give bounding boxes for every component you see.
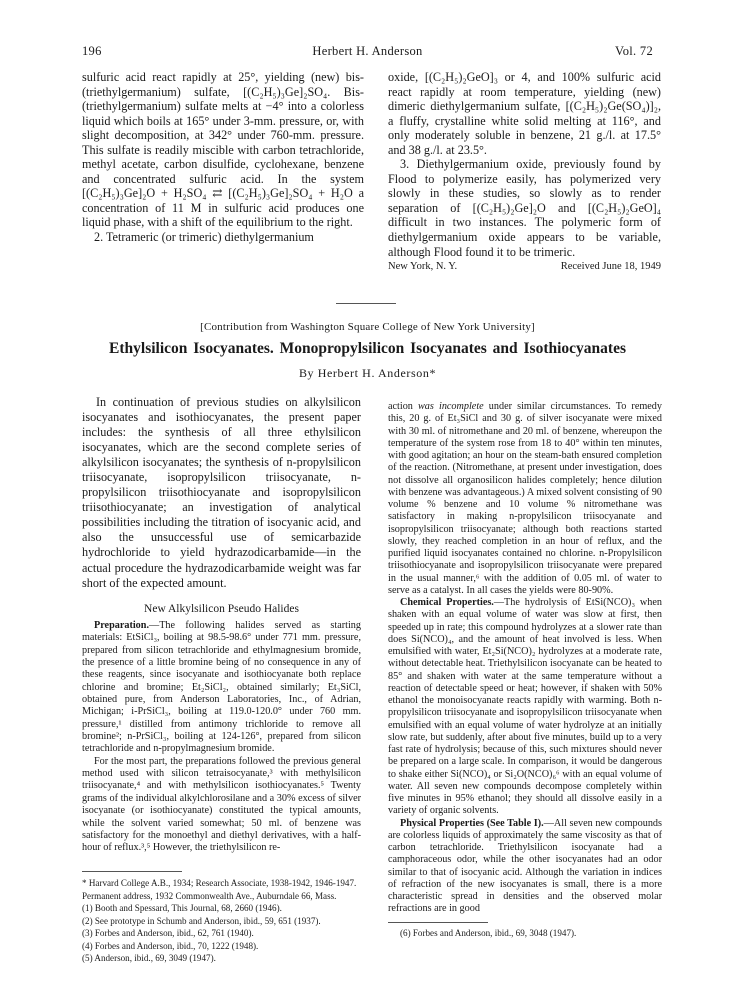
intro-paragraph: In continuation of previous studies on alkylsilicon isocyanates and isothiocyanates, the present paper includes: the synthesis of all three ethylsilicon isocyanates, which are the second complete series of alkylsilicon isocyanates; the synthesis of n-propylsilicon triisocyanate, isopropylsilicon triisocyanate, n-propylsilicon triisothiocyanate and isopropylsilicon triisothiocyanate; an investigation of analytical possibilities including the titration of isocyanic acid, and also the unsuccessful use of semicarbazide hydrochloride to yield hydrazodicarbamide—in the actual procedure the hydrazodicarbamide weight was far short of the expected amount. [82, 395, 361, 590]
left-body-column [82, 620, 361, 855]
paragraph [388, 401, 662, 597]
paragraph [388, 597, 662, 818]
received-date: Received June 18, 1949 [560, 261, 661, 273]
author-line: By Herbert H. Anderson* [298, 366, 437, 380]
footnote: (4) Forbes and Anderson, ibid., 70, 1222 (1948). [82, 940, 259, 951]
article-title: Ethylsilicon Isocyanates. Monopropylsilicon Isocyanates and Isothiocyanates [109, 340, 626, 357]
paragraph-text: under similar circumstances. To remedy this, 20 g. of Et₃SiCl and 30 g. of silver isocyanate were mixed with 30 ml. of nitromethane and 20 ml. of benzene, whereupon the temperature of the system rose from 18 to 40° within ten minutes, with good agitation; an hour on the steam-bath ensured completion of the reaction. (Nitromethane, at present under investigation, does not dissolve all organosilicon halides completely; hence dilution with benzene was advantageous.) A mixed solvent consisting of 90 volume % benzene and 10 volume % nitromethane was satisfactory in making n-propylsilicon triisocyanate and isopropylsilicon triisocyanate; although both reactions started slowly, they reached completion in an hour of reflux, and the purified liquid isocyanates contained no chlorine. n-Propylsilicon triisothiocyanate and isopropylsilicon triisocyanate were prepared in the usual manner,⁶ with the addition of 0.05 ml. of water to serve as a catalyst. In all cases the yields were 80-90%. [388, 401, 662, 596]
footnote: (3) Forbes and Anderson, ibid., 62, 761 (1940). [82, 928, 254, 938]
footnote: (1) Booth and Spessard, This Journal, 68, 2660 (1946). [82, 903, 282, 913]
dateline [388, 260, 661, 275]
section-divider [336, 303, 396, 304]
paragraph [388, 818, 662, 916]
run-in-heading: Chemical Properties. [400, 597, 494, 608]
running-title: Herbert H. Anderson [312, 44, 423, 58]
left-footnotes [82, 877, 361, 965]
right-footnote: (6) Forbes and Anderson, ibid., 69, 3048 (1947). [400, 928, 577, 938]
volume-label: Vol. 72 [615, 44, 653, 58]
paragraph [82, 620, 361, 756]
footnote: (5) Anderson, ibid., 69, 3049 (1947). [82, 953, 216, 963]
footnote: (2) See prototype in Schumb and Anderson, ibid., 59, 651 (1937). [82, 915, 321, 926]
contribution-line: [Contribution from Washington Square College of New York University] [200, 321, 535, 333]
top-right-column [388, 70, 661, 275]
footnote: * Harvard College A.B., 1934; Research Associate, 1938-1942, 1946-1947. Permanent address, 1932 Commonwealth Ave., Auburndale 66, Mass. [82, 878, 357, 901]
paragraph-text: —All seven new compounds are colorless liquids of approximately the same viscosity as that of carbon tetrachloride. Triethylsilicon isocyanate had a camphoraceous odor, while the other isocyanates had an odor similar to that of isocyanic acid. Although the variation in indices of refraction of the new isocyanates is small, there is a more characteristic spread in densities and the observed molar refractions are in good [388, 817, 662, 915]
paragraph-text: action [388, 401, 419, 412]
top-left-column [82, 70, 364, 245]
paragraph-text: —The following halides served as starting materials: EtSiCl₃, boiling at 98.5-98.6° under 771 mm. pressure, prepared from silicon tetrachloride and ethylmagnesium bromide, the presence of a little bromine being of no consequence in any of these reagents, since isocyanate and isothiocyanate both replace chlorine and bromine; Et₂SiCl₂, obtained similarly; Et₃SiCl, obtained pure, from Anderson Laboratories, Inc., of Adrian, Michigan; i-PrSiCl₃, boiling at 119.0-120.0° under 760 mm. pressure,¹ distilled from antimony trichloride to remove all bromine²; n-PrSiCl₃, boiling at 124-126°, prepared from silicon tetrachloride and n-propylmagnesium bromide. [82, 620, 361, 755]
run-in-heading: Physical Properties (See Table I). [400, 817, 544, 829]
paragraph-text: —The hydrolysis of EtSi(NCO)₃ when shaken with an equal volume of water was slow at first, then speeded up in rate; this compound hydrolyzes at a slower rate than does Si(NCO)₄, and the amount of heat involved is less. When emulsified with water, Et₂Si(NCO)₂ hydrolyzes at a moderate rate, without detectable heat. Triethylsilicon isocyanate can be heated to 85° and shaken with water at the same temperature without a reaction of detectable speed or heat; however, if shaken with 50% ethanol the monoisocyanate reacts rapidly with warming. Both n-propylsilicon triisocyanate and isopropylsilicon triisocyanate when emulsified with an equal volume of water hydrolyze at an initially slow rate, but suddenly, after about five minutes, build up to a very fast rate of hydrolysis; because of this, such mixtures should never be prepared on a large scale. In comparison, it would be dangerous to shake either Si(NCO)₄ or Si₂O(NCO)₆⁶ with an equal volume of water. All seven new compounds decompose completely within five minutes in 95% ethanol; they should all dissolve easily in a variety of organic solvents. [388, 597, 662, 817]
paragraph: 2. Tetrameric (or trimeric) diethylgermanium [94, 230, 314, 245]
footnote-divider [82, 871, 182, 872]
paragraph: oxide, [(C₂H₅)₂GeO]₃ or 4, and 100% sulfuric acid react rapidly at room temperature, yielding (new) dimeric diethylgermanium sulfate, [(C₂H₅)₂Ge(SO₄)]₂, a fluffy, crystalline white solid melting at 116°, and only moderately soluble in benzene, 21 g./l. at 17.5° and 38 g./l. at 23.5°. [388, 70, 661, 157]
page-number: 196 [82, 44, 102, 58]
footnote-divider [388, 922, 488, 923]
paragraph: 3. Diethylgermanium oxide, previously found by Flood to polymerize easily, has polymerized very slowly in these studies, so slowly as to render separation of [(C₂H₅)₂Ge]₂O and [(C₂H₅)₂GeO]₄ difficult in two instances. The polymeric form of diethylgermanium oxide appears to be variable, although Flood found it to be trimeric. [388, 157, 661, 259]
emphasis-text: was incomplete [418, 401, 484, 412]
paragraph: For the most part, the preparations followed the previous general method used with silicon tetraisocyanate,³ with methylsilicon triisocyanate,⁴ and with methylsilicon isothiocyanates.⁵ Twenty grams of the individual alkylchlorosilane and a 30% excess of silver isocyanate (or isothiocyanate) constituted the typical amounts, while the solvent varied somewhat; 50 ml. of benzene was satisfactory for the monoethyl and diethyl derivatives, with a half-hour of reflux.³,⁵ However, the triethylsilicon re- [82, 755, 361, 854]
paragraph: sulfuric acid react rapidly at 25°, yielding (new) bis-(triethylgermanium) sulfate, [(C₂H₅)₃Ge]₂SO₄. Bis-(triethylgermanium) sulfate melts at −4° into a colorless liquid which boils at 165° under 3-mm. pressure, or, with slight decomposition, at 342° under 760-mm. pressure. This sulfate is readily miscible with carbon tetrachloride, methyl acetate, carbon disulfide, cyclohexane, benzene and concentrated sulfuric acid. In the system [(C₂H₅)₃Ge]₂O + H₂SO₄ ⇄ [(C₂H₅)₃Ge]₂SO₄ + H₂O a concentration of 11 M in sulfuric acid produces one liquid phase, with a shift of the equilibrium to the right. [82, 70, 364, 230]
right-body-column [388, 401, 662, 916]
run-in-heading: Preparation. [94, 620, 149, 631]
place-label: New York, N. Y. [388, 261, 458, 273]
section-heading: New Alkylsilicon Pseudo Halides [144, 603, 299, 615]
